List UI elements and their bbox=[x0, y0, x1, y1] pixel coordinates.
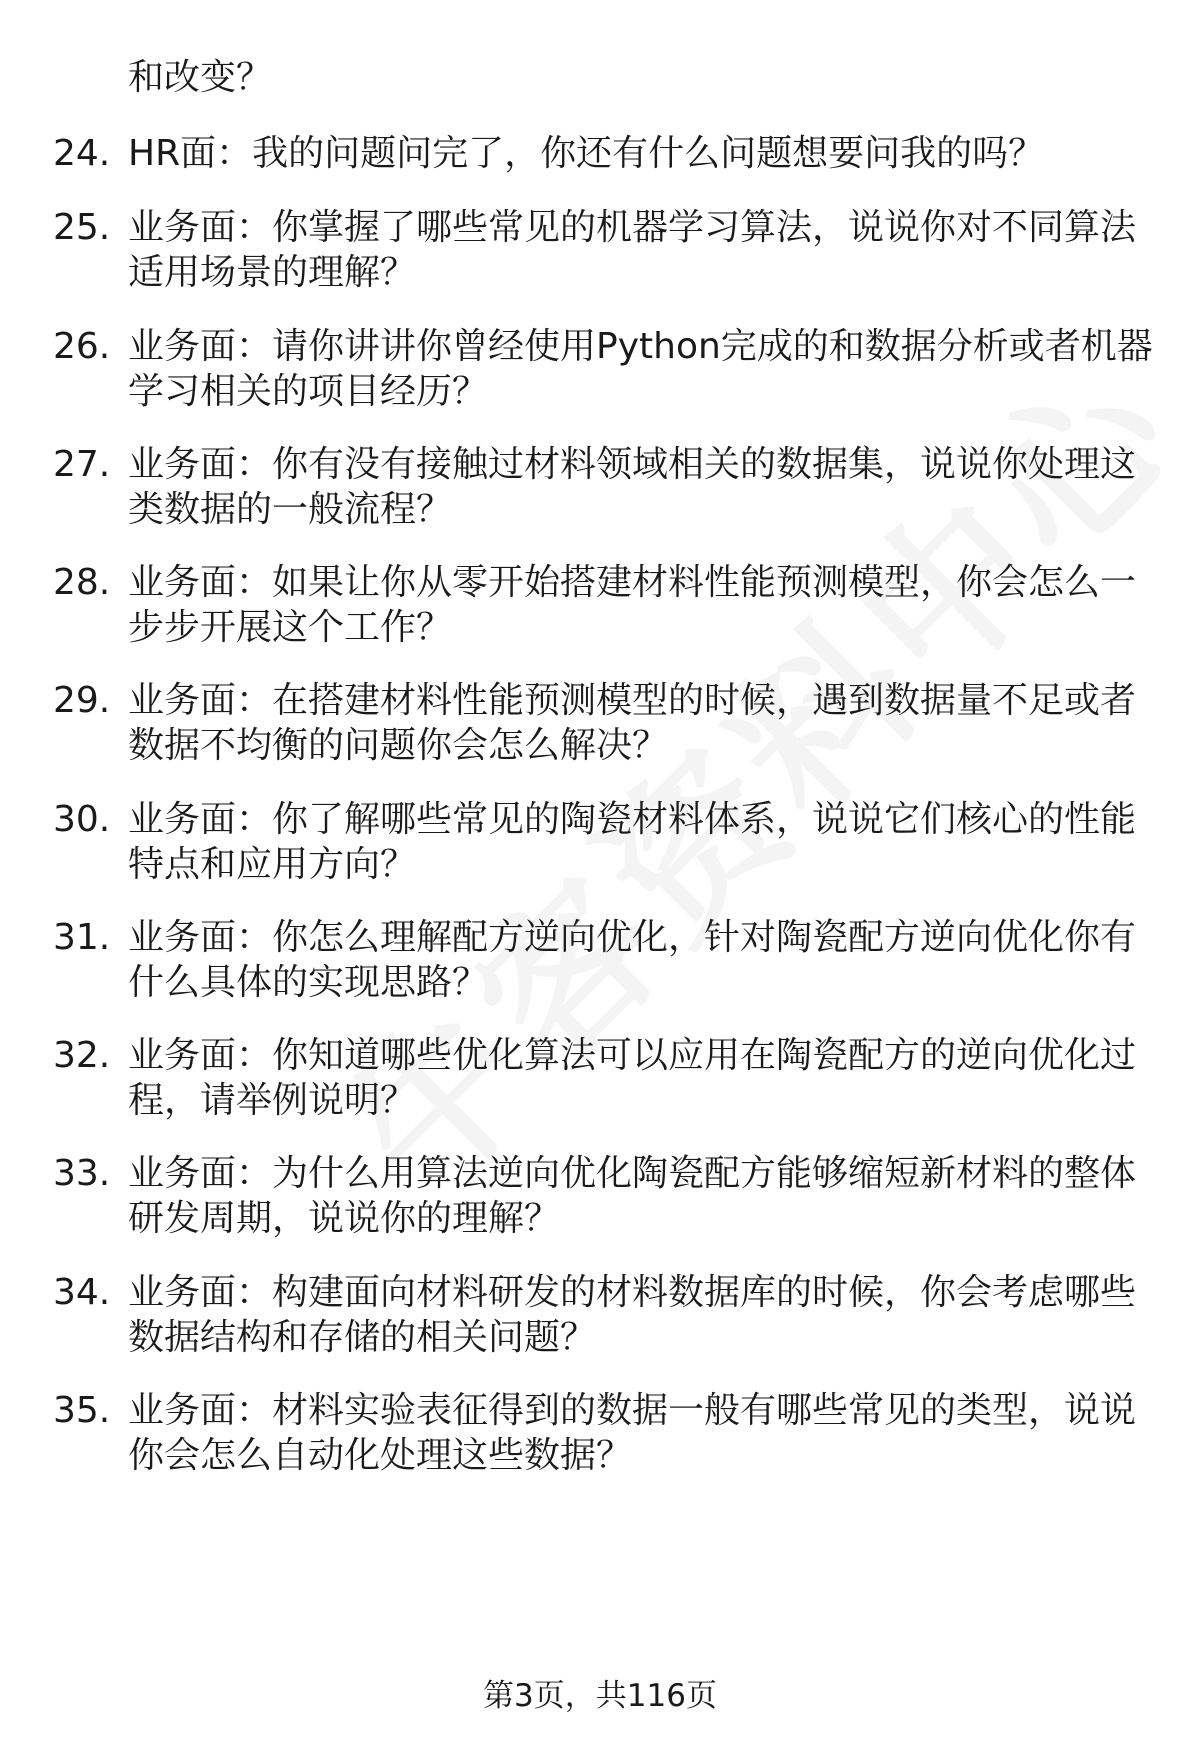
item-text-line2: 特点和应用方向？ bbox=[128, 844, 417, 885]
continuation-text: 和改变？ bbox=[128, 57, 273, 98]
item-text-line1: 业务面：你掌握了哪些常见的机器学习算法，说说你对不同算法 bbox=[128, 207, 1137, 248]
item-text-line2: 适用场景的理解？ bbox=[128, 252, 417, 293]
item-text-line1: 业务面：你有没有接触过材料领域相关的数据集，说说你处理这 bbox=[128, 444, 1137, 485]
item-number: 31. bbox=[53, 917, 111, 958]
item-text-line1: 业务面：你知道哪些优化算法可以应用在陶瓷配方的逆向优化过 bbox=[128, 1035, 1137, 1076]
item-text-line1: 业务面：如果让你从零开始搭建材料性能预测模型，你会怎么一 bbox=[128, 562, 1137, 603]
item-text-line2: 什么具体的实现思路？ bbox=[128, 962, 489, 1003]
item-text-line2: 数据结构和存储的相关问题？ bbox=[128, 1317, 597, 1358]
item-number: 34. bbox=[53, 1272, 111, 1313]
item-number: 33. bbox=[53, 1153, 111, 1194]
item-text-line2: 程，请举例说明？ bbox=[128, 1080, 417, 1121]
item-number: 29. bbox=[53, 680, 111, 721]
item-number: 25. bbox=[53, 207, 111, 248]
item-text-line1: 业务面：在搭建材料性能预测模型的时候，遇到数据量不足或者 bbox=[128, 680, 1137, 721]
item-text-line1: 业务面：你了解哪些常见的陶瓷材料体系，说说它们核心的性能 bbox=[128, 799, 1137, 840]
item-number: 27. bbox=[53, 444, 111, 485]
item-text-line1: 业务面：为什么用算法逆向优化陶瓷配方能够缩短新材料的整体 bbox=[128, 1153, 1137, 1194]
item-number: 24. bbox=[53, 133, 111, 174]
item-text-line2: 研发周期，说说你的理解？ bbox=[128, 1198, 561, 1239]
item-text-line1: 业务面：请你讲讲你曾经使用Python完成的和数据分析或者机器 bbox=[128, 326, 1153, 367]
item-text-line2: 类数据的一般流程？ bbox=[128, 489, 453, 530]
item-number: 30. bbox=[53, 799, 111, 840]
item-number: 32. bbox=[53, 1035, 111, 1076]
item-text-line1: 业务面：材料实验表征得到的数据一般有哪些常见的类型，说说 bbox=[128, 1390, 1137, 1431]
item-text-line1: 业务面：构建面向材料研发的材料数据库的时候，你会考虑哪些 bbox=[128, 1272, 1137, 1313]
item-text-line2: 数据不均衡的问题你会怎么解决？ bbox=[128, 725, 669, 766]
item-number: 35. bbox=[53, 1390, 111, 1431]
page-footer: 第3页，共116页 bbox=[483, 1678, 717, 1714]
item-number: 28. bbox=[53, 562, 111, 603]
item-number: 26. bbox=[53, 326, 111, 367]
item-text-line2: 步步开展这个工作？ bbox=[128, 607, 453, 648]
item-text-line1: 业务面：你怎么理解配方逆向优化，针对陶瓷配方逆向优化你有 bbox=[128, 917, 1137, 958]
item-text-line2: 学习相关的项目经历？ bbox=[128, 371, 489, 412]
item-text-line1: HR面：我的问题问完了，你还有什么问题想要问我的吗？ bbox=[128, 133, 1045, 174]
item-text-line2: 你会怎么自动化处理这些数据？ bbox=[128, 1435, 633, 1476]
